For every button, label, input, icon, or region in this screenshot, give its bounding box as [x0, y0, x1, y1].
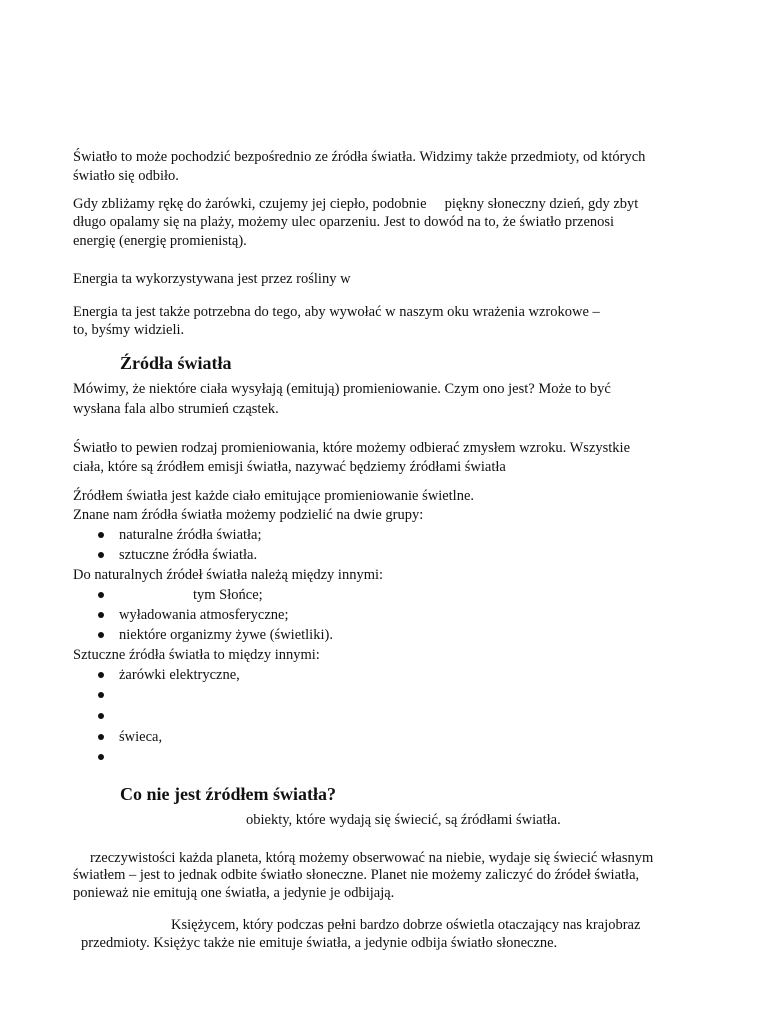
list-item: żarówki elektryczne, — [119, 667, 240, 683]
paragraph-12-line-2: przedmioty. Księżyc także nie emituje światła, a jedynie odbija światło słoneczne. — [81, 935, 558, 951]
paragraph-10: obiekty, które wydają się świecić, są źródłami światła. — [246, 812, 561, 828]
paragraph-2-line-1: Gdy zbliżamy rękę do żarówki, czujemy jej ciepło, podobnie piękny słoneczny dzień, gdy zbyt — [73, 196, 639, 212]
paragraph-4-line-2: to, byśmy widzieli. — [73, 322, 185, 338]
paragraph-11-line-3: ponieważ nie emitują one światła, a jedynie je odbijają. — [73, 885, 395, 901]
list-bullet — [98, 692, 104, 698]
paragraph-2-line-3: energię (energię promienistą). — [73, 233, 247, 249]
list-bullet — [98, 713, 104, 719]
paragraph-6-line-1: Światło to pewien rodzaj promieniowania, które możemy odbierać zmysłem wzroku. Wszystkie — [73, 440, 631, 456]
paragraph-11-line-2: światłem – jest to jednak odbite światło słoneczne. Planet nie możemy zaliczyć do źródeł światła, — [73, 867, 640, 883]
paragraph-7-line-1: Źródłem światła jest każde ciało emitujące promieniowanie świetlne. — [73, 488, 475, 504]
list-item: wyładowania atmosferyczne; — [119, 607, 289, 623]
list-bullet — [98, 592, 104, 598]
paragraph-3: Energia ta wykorzystywana jest przez rośliny w — [73, 271, 351, 287]
paragraph-2-line-2: długo opalamy się na plaży, możemy ulec oparzeniu. Jest to dowód na to, że światło przenosi — [73, 214, 615, 230]
paragraph-9: Sztuczne źródła światła to między innymi: — [73, 647, 320, 663]
list-bullet — [98, 552, 104, 558]
list-item: niektóre organizmy żywe (świetliki). — [119, 627, 333, 643]
list-bullet — [98, 754, 104, 760]
heading-not-light-sources: Co nie jest źródłem światła? — [120, 784, 336, 804]
list-bullet — [98, 672, 104, 678]
list-item: tym Słońce; — [193, 587, 263, 603]
paragraph-8: Do naturalnych źródeł światła należą między innymi: — [73, 567, 384, 583]
list-item: świeca, — [119, 729, 163, 745]
paragraph-5-line-2: wysłana fala albo strumień cząstek. — [73, 401, 279, 417]
list-bullet — [98, 632, 104, 638]
list-bullet — [98, 734, 104, 740]
paragraph-7-line-2: Znane nam źródła światła możemy podzielić na dwie grupy: — [73, 507, 424, 523]
paragraph-4-line-1: Energia ta jest także potrzebna do tego, aby wywołać w naszym oku wrażenia wzrokowe – — [73, 304, 600, 320]
heading-light-sources: Źródła światła — [120, 353, 232, 373]
paragraph-1-line-2: światło się odbiło. — [73, 168, 179, 184]
paragraph-6-line-2: ciała, które są źródłem emisji światła, nazywać będziemy źródłami światła — [73, 459, 506, 475]
list-bullet — [98, 532, 104, 538]
list-bullet — [98, 612, 104, 618]
paragraph-11-line-1: rzeczywistości każda planeta, którą możemy obserwować na niebie, wydaje się świecić własnym — [90, 850, 654, 866]
paragraph-1-line-1: Światło to może pochodzić bezpośrednio ze źródła światła. Widzimy także przedmioty, od których — [73, 149, 646, 165]
paragraph-12-line-1: Księżycem, który podczas pełni bardzo dobrze oświetla otaczający nas krajobraz — [171, 917, 641, 933]
paragraph-5-line-1: Mówimy, że niektóre ciała wysyłają (emitują) promieniowanie. Czym ono jest? Może to być — [73, 381, 611, 397]
list-item: sztuczne źródła światła. — [119, 547, 258, 563]
list-item: naturalne źródła światła; — [119, 527, 262, 543]
